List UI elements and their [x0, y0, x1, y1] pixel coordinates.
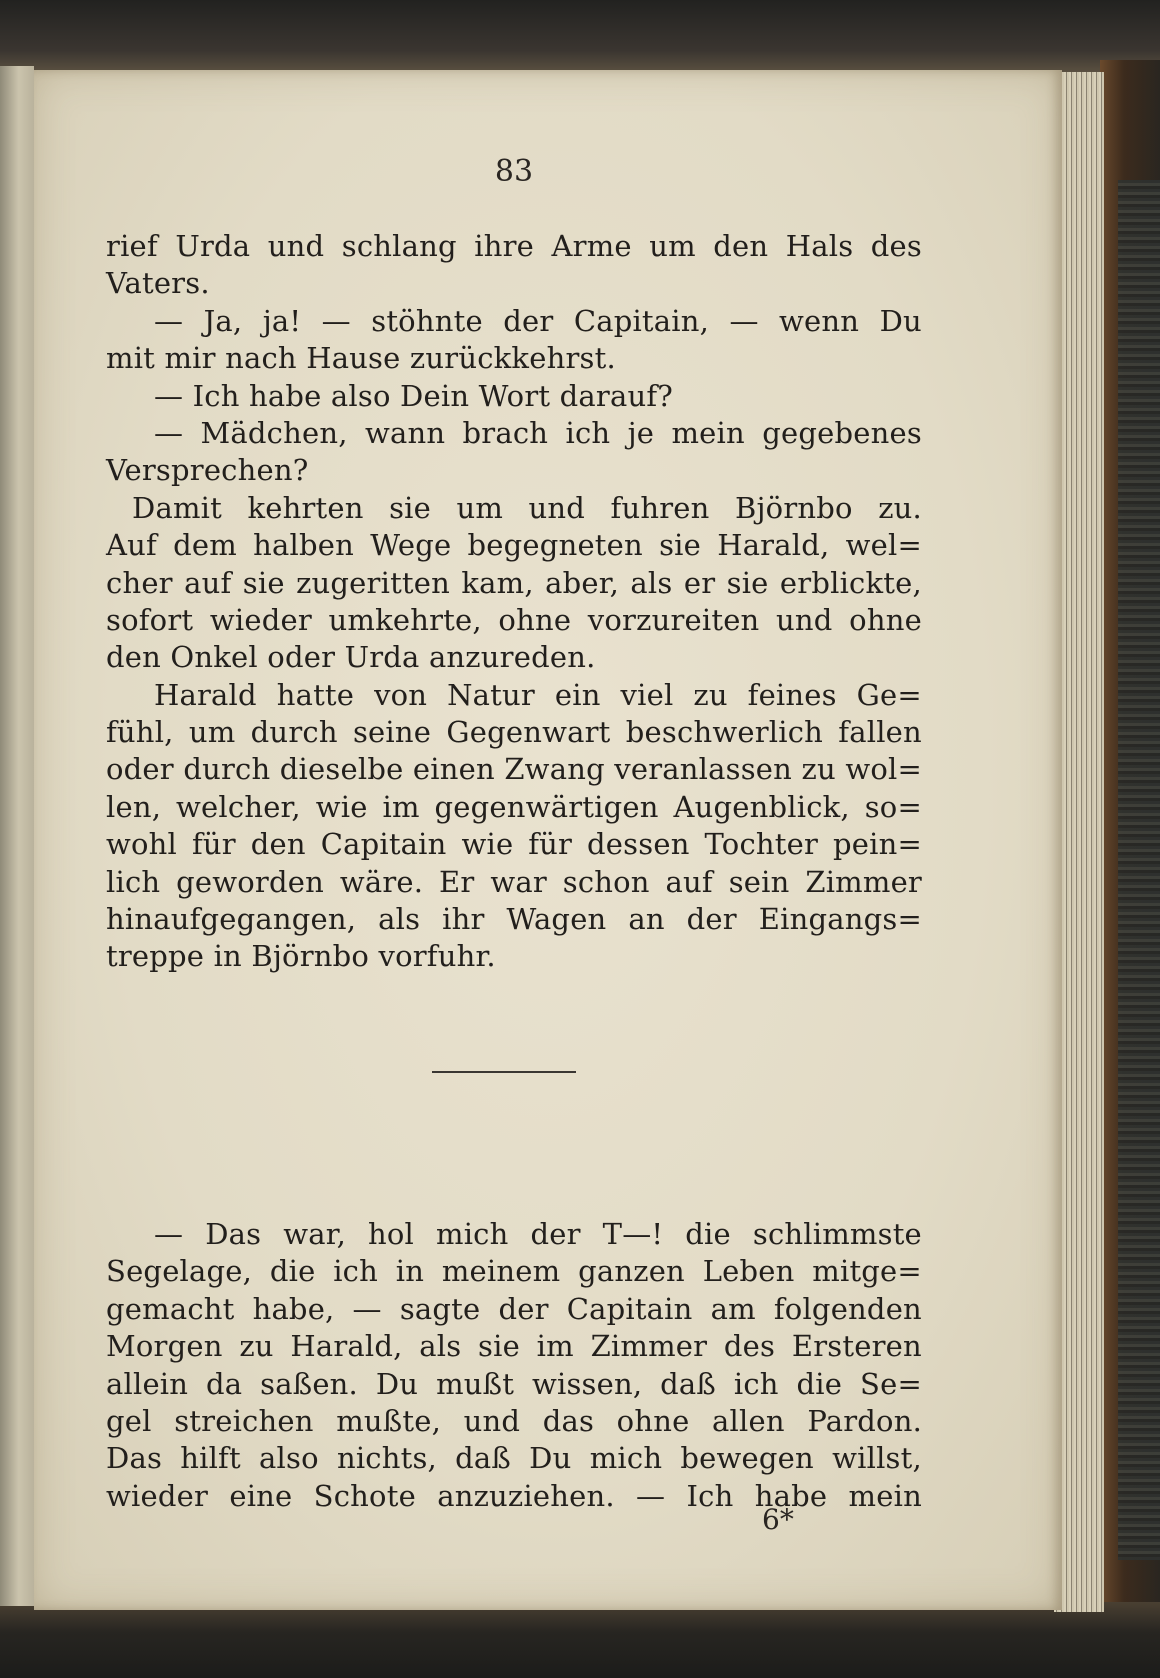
text-line: sofort wieder umkehrte, ohne vorzureiten und ohne — [106, 602, 922, 637]
book-cover-top — [0, 0, 1160, 72]
text-line: — Ich habe also Dein Wort darauf? — [154, 378, 674, 413]
text-line: wieder eine Schote anzuziehen. — Ich habe mein — [106, 1478, 922, 1513]
text-line: den Onkel oder Urda anzureden. — [106, 640, 596, 675]
text-section-2 — [106, 1216, 922, 1515]
book-cover-spine — [1100, 60, 1160, 1620]
text-line: hinaufgegangen, als ihr Wagen an der Eingangs= — [106, 902, 922, 937]
text-line: treppe in Björnbo vorfuhr. — [106, 939, 496, 974]
text-line: fühl, um durch seine Gegenwart beschwerlich fallen — [106, 715, 922, 750]
text-line: — Das war, hol mich der T—! die schlimmste — [154, 1217, 922, 1251]
book-page — [34, 70, 1062, 1610]
section-divider — [432, 1071, 576, 1073]
text-line: rief Urda und schlang ihre Arme um den Hals des — [106, 229, 922, 263]
text-line: oder durch dieselbe einen Zwang veranlassen zu wol= — [106, 752, 922, 787]
text-line: len, welcher, wie im gegenwärtigen Augenblick, so= — [106, 789, 922, 824]
text-line: Segelage, die ich in meinem ganzen Leben mitge= — [106, 1254, 922, 1289]
text-line: lich geworden wäre. Er war schon auf sein Zimmer — [106, 864, 922, 899]
text-line: mit mir nach Hause zurückkehrst. — [106, 341, 616, 376]
text-line: Auf dem halben Wege begegneten sie Harald, wel= — [106, 528, 922, 563]
page-number: 83 — [494, 154, 534, 189]
text-line: gemacht habe, — sagte der Capitain am folgenden — [106, 1291, 922, 1326]
text-line: wohl für den Capitain wie für dessen Tochter pein= — [106, 827, 922, 862]
text-line: — Ja, ja! — stöhnte der Capitain, — wenn Du — [154, 303, 922, 338]
text-line: allein da saßen. Du mußt wissen, daß ich die Se= — [106, 1366, 922, 1401]
text-line: gel streichen mußte, und das ohne allen Pardon. — [106, 1403, 922, 1438]
facing-page-edge — [0, 66, 34, 1606]
book-cover-bottom — [0, 1602, 1160, 1678]
signature-mark: 6* — [762, 1503, 794, 1536]
text-line: Vaters. — [106, 266, 210, 301]
text-line: Versprechen? — [106, 453, 309, 488]
text-line: Damit kehrten sie um und fuhren Björnbo zu. — [132, 490, 922, 525]
text-line: cher auf sie zugeritten kam, aber, als er sie erblickte, — [106, 565, 922, 600]
text-line: — Mädchen, wann brach ich je mein gegebenes — [154, 415, 922, 450]
text-line: Morgen zu Harald, als sie im Zimmer des Ersteren — [106, 1329, 922, 1364]
text-section-1 — [106, 228, 922, 976]
text-line: Das hilft also nichts, daß Du mich bewegen willst, — [106, 1441, 922, 1476]
text-line: Harald hatte von Natur ein viel zu feines Ge= — [154, 677, 922, 712]
